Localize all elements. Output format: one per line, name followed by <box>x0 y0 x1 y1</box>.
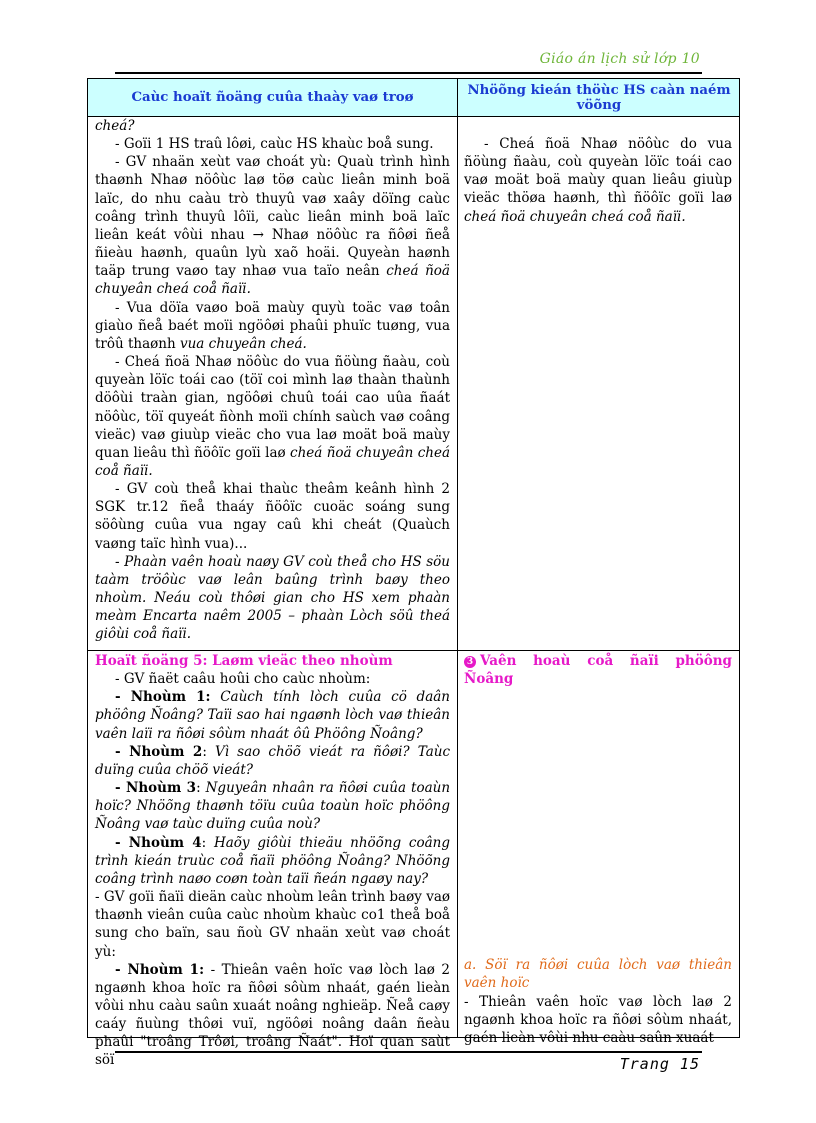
paragraph <box>95 353 450 480</box>
section-title-text: Vaên hoaù coå ñaïi phöông Ñoâng <box>464 653 732 688</box>
header-student-knowledge: Nhöõng kieán thöùc HS caàn naém vöõng <box>467 82 731 113</box>
group-label: - Nhoùm 1: <box>115 689 211 706</box>
text-run: - Cheá ñoä Nhaø nöôùc do vua ñöùng ñaàu, coù quyeàn löïc toái cao vaø moät boä maùy quan lieâu giuùp vieäc thöøa haønh, thì ñöôïc goïi laø <box>464 136 732 207</box>
numbered-circle-icon: 3 <box>464 656 476 668</box>
activity-title: Hoaït ñoäng 5: Laøm vieäc theo nhoùm <box>95 653 393 669</box>
paragraph <box>464 135 732 226</box>
paragraph <box>95 961 450 1070</box>
spacer <box>464 688 732 956</box>
paragraph: cheá? <box>95 118 135 134</box>
footer-rule <box>115 1051 702 1053</box>
group-question: Nguyeân nhaân ra ñôøi cuûa toaùn hoïc? Nhöõng thaønh töïu cuûa toaùn hoïc phöông Ñoâng vaø taùc duïng cuûa noù? <box>95 780 451 833</box>
emphasis-text: cheá ñoä chuyeân cheá coå ñaïi. <box>95 263 450 298</box>
row1-left-cell <box>95 117 450 644</box>
group-label: - Nhoùm 4 <box>115 834 202 851</box>
paragraph <box>95 299 450 353</box>
paragraph: - Nhoùm 2: Vì sao chöõ vieát ra ñôøi? Taùc duïng cuûa chöõ vieát? <box>95 743 451 778</box>
section-title <box>464 652 732 688</box>
header-teacher-activities: Caùc hoaït ñoäng cuûa thaày vaø troø <box>131 90 414 105</box>
group-label: - Nhoùm 1: <box>115 961 205 978</box>
paragraph: - Nhoùm 4: Haõy giôùi thieäu nhöõng coâng trình kieán truùc coå ñaïi phöông Ñoâng? Nhöõng coâng trình naøo coøn toàn taïi ñeán ngaøy nay? <box>95 834 451 887</box>
paragraph: - Nhoùm 3: Nguyeân nhaân ra ñôøi cuûa toaùn hoïc? Nhöõng thaønh töïu cuûa toaùn hoïc phöông Ñoâng vaø taùc duïng cuûa noù? <box>95 780 451 833</box>
text-run: - Cheá ñoä Nhaø nöôùc do vua ñöùng ñaàu, coù quyeàn löïc toái cao (töï coi mình laø thaàn thaùnh döôùi traàn gian, ngöôøi chuû toái cao uûa ñaát nöôùc, töï quyeát ñònh moïi chính saùch vaø coâng vieäc) vaø giuùp vieäc cho vua laø moät boä maùy quan lieâu thì ñöôïc goïi laø <box>95 354 450 461</box>
paragraph <box>95 153 450 298</box>
row2-left-cell <box>95 652 450 1070</box>
group-question: Haõy giôùi thieäu nhöõng coâng trình kieán truùc coå ñaïi phöông Ñoâng? Nhöõng coâng trình naøo coøn toàn taïi ñeán ngaøy nay? <box>95 834 451 887</box>
paragraph: - Phaàn vaên hoaù naøy GV coù theå cho HS söu taàm tröôùc vaø leân baûng trình baøy theo nhoùm. Neáu coù thôøi gian cho HS xem phaàn meàm Encarta naêm 2005 – phaàn Lòch söû theá giôùi coå ñaïi. <box>95 553 450 643</box>
paragraph: - Thieân vaên hoïc vaø lòch laø 2 ngaønh khoa hoïc ra ñôøi sôùm nhaát, gaén lieàn vôùi nhu caàu saûn xuaát <box>464 993 732 1046</box>
paragraph: - GV coù theå khai thaùc theâm keânh hình 2 SGK tr.12 ñeå thaáy ñöôïc cuoäc soáng sung söôùng cuûa vua ngay caû khi cheát (Quaùch vaøng taïc hình vua)... <box>95 481 450 552</box>
text-run: - Thieân vaên hoïc vaø lòch laø 2 ngaønh khoa hoïc ra ñôøi sôùm nhaát, gaén lieàn vôùi nhu caàu saûn xuaát noâng nghieäp. Ñeå caøy caáy ñuùng thôøi vuï, ngöôøi noâng daân ñeàu phaûi "troâng Trôøi, troâng Ñaát". Hoï quan saùt söï <box>95 961 451 1069</box>
row-divider <box>88 650 739 651</box>
emphasis-text: vua chuyeân cheá. <box>179 335 307 352</box>
row2-right-cell <box>464 652 732 1047</box>
emphasis-text: cheá ñoä chuyeân cheá coå ñaïi. <box>95 444 450 479</box>
emphasis-text: cheá ñoä chuyeân cheá coå ñaïi. <box>464 208 686 225</box>
column-divider <box>457 79 458 1037</box>
page-number: Trang 15 <box>619 1055 700 1073</box>
row1-right-cell <box>464 135 732 226</box>
paragraph: - Goïi 1 HS traû lôøi, caùc HS khaùc boå sung. <box>115 136 434 153</box>
group-label: - Nhoùm 2 <box>115 743 203 760</box>
paragraph: - GV goïi ñaïi dieän caùc nhoùm leân trình baøy vaø thaønh vieân cuûa caùc nhoùm khaùc co1 theå boå sung cho baïn, sau ñoù GV nhaän xeùt vaø choát yù: <box>95 889 450 960</box>
paragraph <box>95 688 450 742</box>
text-run: - Vua döïa vaøo boä maùy quyù toäc vaø toân giaùo ñeå baét moïi ngöôøi phaûi phuïc tuøng, vua trôû thaønh <box>95 299 450 352</box>
subsection-title: a. Söï ra ñôøi cuûa lòch vaø thieân vaên hoïc <box>464 957 732 992</box>
header-rule <box>115 72 702 74</box>
running-header-title: Giáo án lịch sử lớp 10 <box>539 51 700 67</box>
group-question: Caùch tính lòch cuûa cö daân phöông Ñoâng? Taïi sao hai ngaønh lòch vaø thieân vaên laïi ra ñôøi sôùm nhaát ôû Phöông Ñoâng? <box>95 689 450 742</box>
group-label: - Nhoùm 3 <box>115 780 197 797</box>
group-question: Vì sao chöõ vieát ra ñôøi? Taùc duïng cuûa chöõ vieát? <box>95 743 451 778</box>
table-header-row <box>88 79 739 117</box>
text-run: - GV nhaän xeùt vaø choát yù: Quaù trình hình thaønh Nhaø nöôùc laø töø caùc lieân minh boä laïc, do nhu caàu trò thuyû vaø xaây döïng caùc coâng trình thuyû lôïi, caùc lieân minh boä laïc lieân keát vôùi nhau → Nhaø nöôùc ra ñôøi ñeå ñieàu haønh, quaûn lyù xaõ hoäi. Quyeàn haønh taäp trung vaøo tay nhaø vua taïo neân <box>95 154 450 280</box>
paragraph: - GV ñaët caâu hoûi cho caùc nhoùm: <box>115 671 371 688</box>
